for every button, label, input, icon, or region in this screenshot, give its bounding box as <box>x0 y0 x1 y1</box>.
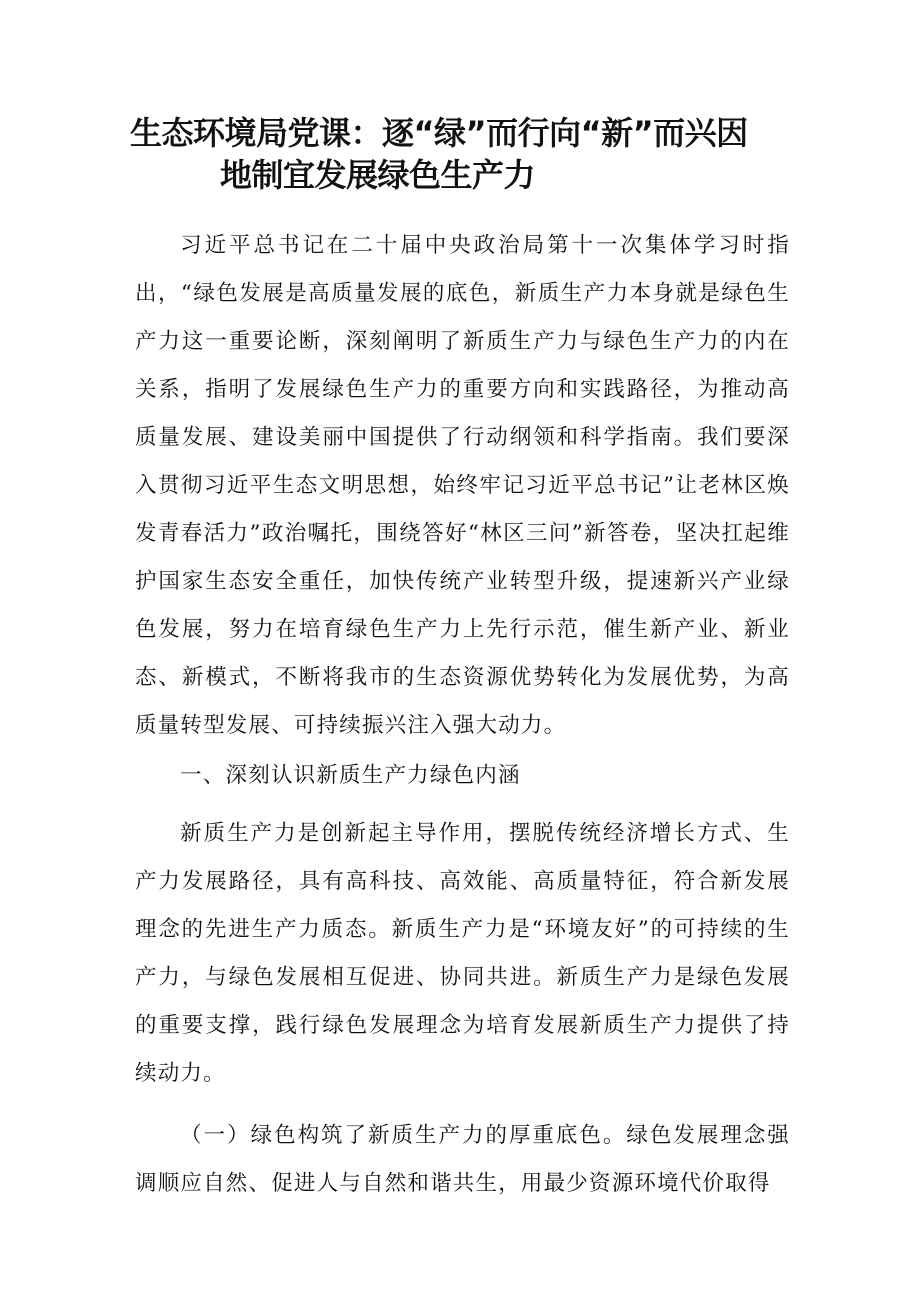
document-title <box>130 112 800 196</box>
section-heading-1: 一、深刻认识新质生产力绿色内涵 <box>180 763 521 788</box>
paragraph-intro: 习近平总书记在二十届中央政治局第十一次集体学习时指出，“绿色发展是高质量发展的底色，新质生产力本身就是绿色生产力这一重要论断，深刻阐明了新质生产力与绿色生产力的内在关系，指明了发展绿色生产力的重要方向和实践路径，为推动高质量发展、建设美丽中国提供了行动纲领和科学指南。我们要深入贯彻习近平生态文明思想，始终牢记习近平总书记”让老林区焕发青春活力”政治嘱托，围绕答好“林区三问”新答卷，坚决扛起维护国家生态安全重任，加快传统产业转型升级，提速新兴产业绿色发展，努力在培育绿色生产力上先行示范，催生新产业、新业态、新模式，不断将我市的生态资源优势转化为发展优势，为高质量转型发展、可持续振兴注入强大动力。 <box>135 233 790 738</box>
paragraph-subsection-1: （一）绿色构筑了新质生产力的厚重底色。绿色发展理念强调顺应自然、促进人与自然和谐共生，用最少资源环境代价取得 <box>135 1123 790 1196</box>
title-line-1: 生态环境局党课：逐“绿”而行向“新”而兴因 <box>130 114 748 152</box>
paragraph-section-1: 新质生产力是创新起主导作用，摆脱传统经济增长方式、生产力发展路径，具有高科技、高效能、高质量特征，符合新发展理念的先进生产力质态。新质生产力是“环境友好”的可持续的生产力，与绿色发展相互促进、协同共进。新质生产力是绿色发展的重要支撑，践行绿色发展理念为培育发展新质生产力提供了持续动力。 <box>135 821 790 1086</box>
title-line-2: 地制宜发展绿色生产力 <box>220 156 536 194</box>
